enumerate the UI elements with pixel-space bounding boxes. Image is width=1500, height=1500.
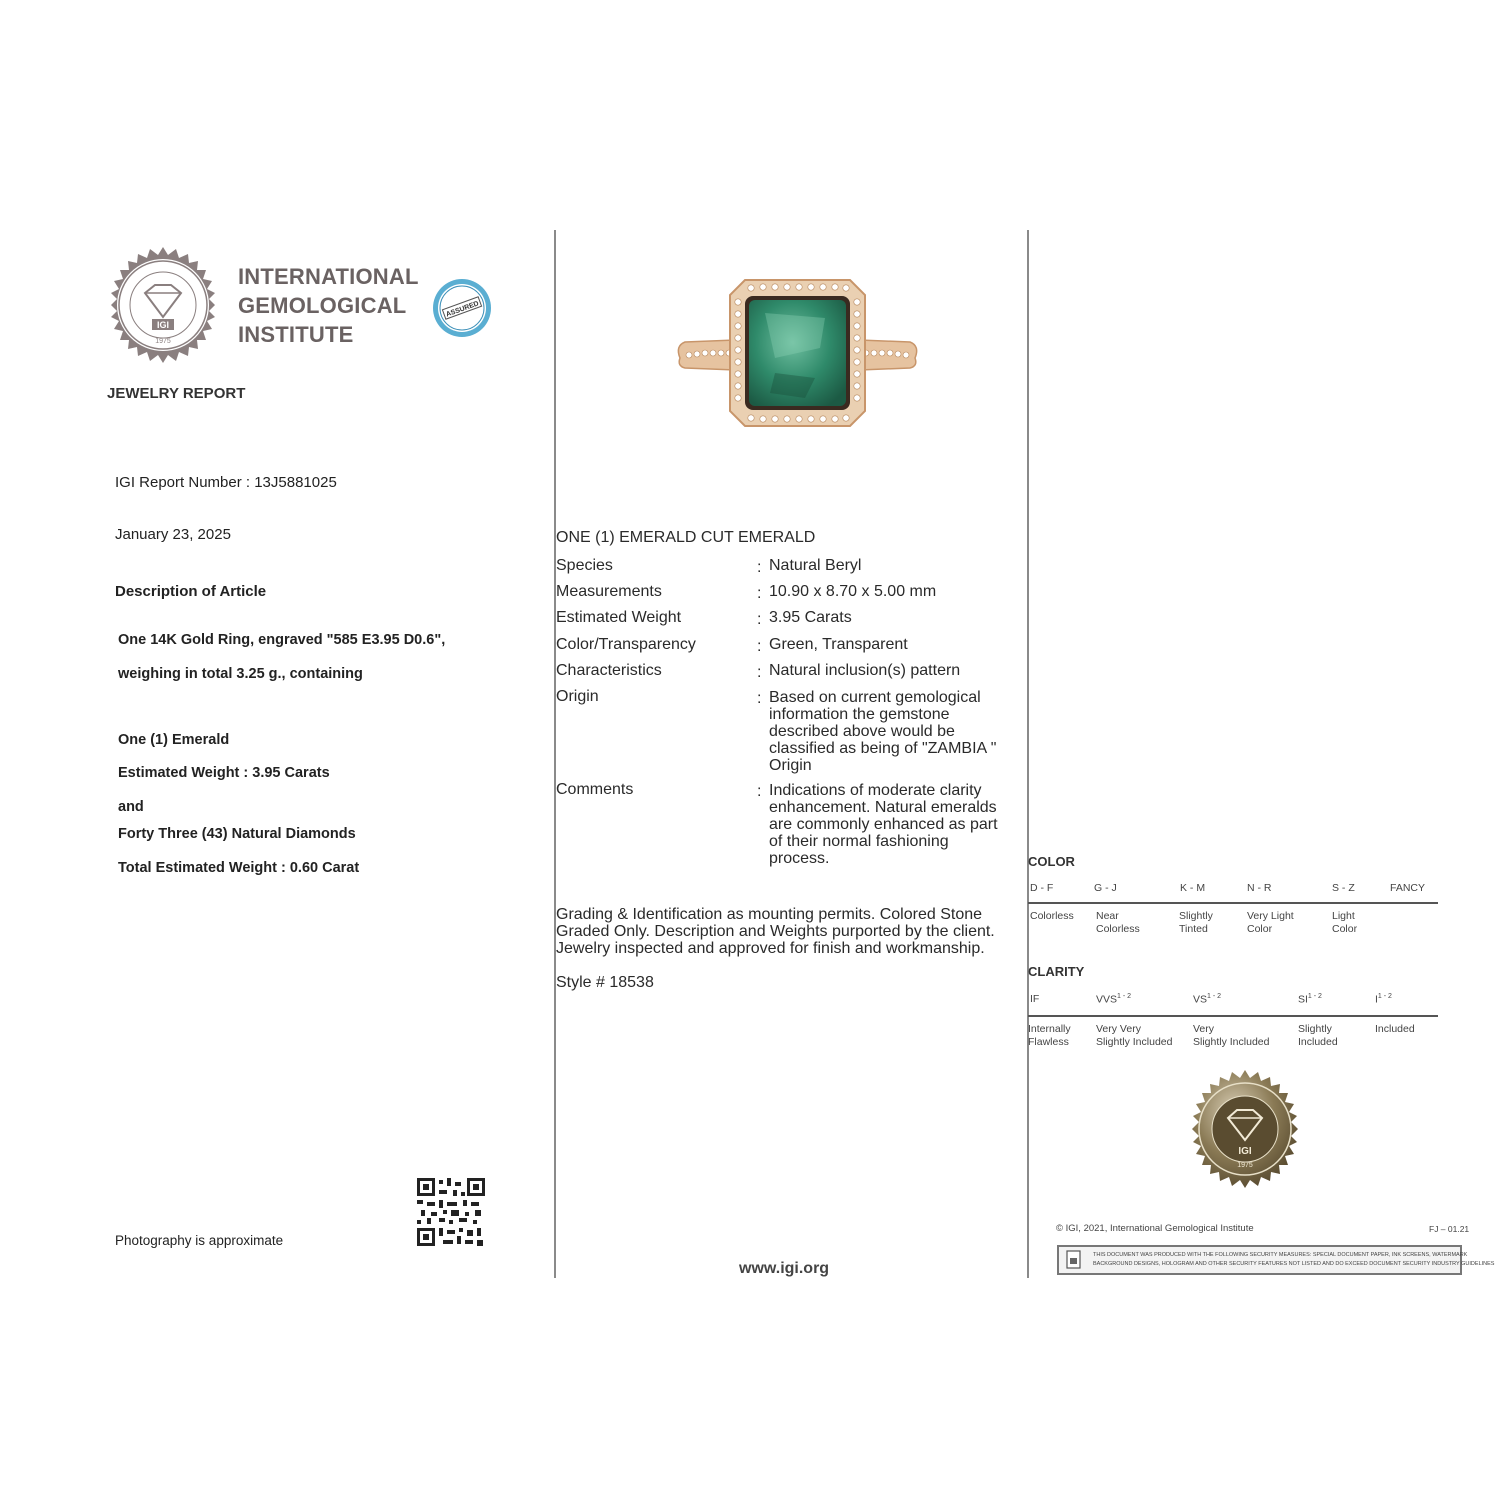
assured-quality-badge	[432, 278, 492, 338]
clarity-scale-title: CLARITY	[1028, 964, 1085, 979]
clarity-grade: VVS$^{1 - 2}$	[1096, 993, 1132, 1006]
grading-heading: ONE (1) EMERALD CUT EMERALD	[556, 529, 816, 546]
brand-line-2: GEMOLOGICAL	[238, 293, 407, 318]
grading-footnote: Grading & Identification as mounting permits. Colored Stone Graded Only. Description and Weights purported by the client. Jewelry inspected and approved for finish and workmanship.	[556, 906, 995, 957]
grading-value: Indications of moderate clarity enhancement. Natural emeralds are commonly enhanced as part of their normal fashioning process.	[769, 782, 998, 867]
grading-label: Measurements	[556, 583, 662, 600]
emerald-ring-photo	[675, 278, 920, 428]
svg-text:1975: 1975	[155, 338, 171, 345]
color-grade: G - J	[1094, 882, 1117, 894]
grading-value: 3.95 Carats	[769, 609, 852, 626]
grading-value: Green, Transparent	[769, 636, 908, 653]
stone-line: Total Estimated Weight : 0.60 Carat	[118, 860, 360, 876]
stone-line: and	[118, 799, 144, 815]
security-notice-box	[1057, 1245, 1495, 1275]
color-desc: Near Colorless	[1096, 910, 1140, 935]
website-link[interactable]: www.igi.org	[739, 1260, 830, 1277]
description-line: weighing in total 3.25 g., containing	[118, 666, 363, 682]
security-line: BACKGROUND DESIGNS, HOLOGRAM AND OTHER SECURITY FEATURES NOT LISTED AND DO EXCEED DOCUMENT SECURITY INDUSTRY GUIDELINES	[1093, 1261, 1495, 1267]
security-line: THIS DOCUMENT WAS PRODUCED WITH THE FOLLOWING SECURITY MEASURES: SPECIAL DOCUMENT PAPER, INK SCREENS, WATERMARK	[1093, 1252, 1468, 1258]
svg-text:ASSURED: ASSURED	[445, 300, 480, 319]
grading-label: Comments	[556, 781, 634, 798]
grading-colon: :	[757, 559, 762, 576]
stone-line: One (1) Emerald	[118, 732, 230, 748]
clarity-desc: Slightly Included	[1298, 1023, 1338, 1048]
grading-colon: :	[757, 611, 762, 628]
color-grade: FANCY	[1390, 882, 1426, 894]
qr-code[interactable]	[417, 1178, 485, 1246]
brand-line-1: INTERNATIONAL	[238, 264, 419, 289]
grading-label: Estimated Weight	[556, 609, 682, 626]
color-desc: Colorless	[1030, 910, 1074, 922]
grading-value: Natural Beryl	[769, 557, 862, 574]
color-grade: N - R	[1247, 882, 1272, 894]
hologram-seal	[1186, 1070, 1304, 1188]
grading-colon: :	[757, 638, 762, 655]
color-grade: S - Z	[1332, 882, 1355, 894]
stone-line: Estimated Weight : 3.95 Carats	[118, 765, 330, 781]
photo-note: Photography is approximate	[115, 1233, 284, 1248]
color-scale-title: COLOR	[1028, 854, 1075, 869]
stone-line: Forty Three (43) Natural Diamonds	[118, 826, 356, 842]
description-heading: Description of Article	[115, 583, 267, 600]
grading-value: Natural inclusion(s) pattern	[769, 662, 961, 679]
grading-label: Origin	[556, 688, 599, 705]
form-code: FJ – 01.21	[1429, 1224, 1470, 1234]
report-number: IGI Report Number : 13J5881025	[115, 474, 337, 491]
clarity-desc: Included	[1375, 1023, 1415, 1035]
clarity-desc: Very Slightly Included	[1193, 1023, 1270, 1048]
svg-text:IGI: IGI	[156, 320, 170, 330]
color-desc: Slightly Tinted	[1179, 910, 1213, 935]
grading-value: 10.90 x 8.70 x 5.00 mm	[769, 583, 937, 600]
panel-divider-right	[1027, 230, 1029, 1278]
svg-text:1975: 1975	[1237, 1162, 1253, 1169]
style-number: Style # 18538	[556, 974, 654, 991]
color-scale-rule	[1028, 902, 1438, 904]
color-desc: Very Light Color	[1247, 910, 1294, 935]
brand-line-3: INSTITUTE	[238, 322, 354, 347]
clarity-scale-rule	[1028, 1015, 1438, 1017]
grading-label: Species	[556, 557, 613, 574]
clarity-desc: Very Very Slightly Included	[1096, 1023, 1173, 1048]
grading-label: Color/Transparency	[556, 636, 696, 653]
svg-text:IGI: IGI	[1238, 1146, 1252, 1157]
grading-colon: :	[757, 783, 762, 800]
clarity-desc: Internally Flawless	[1028, 1023, 1071, 1048]
panel-divider-left	[554, 230, 556, 1278]
clarity-grade: IF	[1030, 993, 1040, 1005]
grading-colon: :	[757, 690, 762, 707]
report-date: January 23, 2025	[115, 526, 231, 543]
description-line: One 14K Gold Ring, engraved "585 E3.95 D0.6",	[118, 632, 446, 648]
clarity-grade: SI$^{1 - 2}$	[1298, 993, 1322, 1006]
grading-colon: :	[757, 664, 762, 681]
report-title: JEWELRY REPORT	[107, 385, 246, 402]
color-grade: K - M	[1180, 882, 1206, 894]
grading-label: Characteristics	[556, 662, 662, 679]
document-icon	[1063, 1250, 1085, 1270]
color-desc: Light Color	[1332, 910, 1358, 935]
copyright-text: © IGI, 2021, International Gemological Institute	[1056, 1223, 1254, 1234]
grading-value: Based on current gemological information the gemstone described above would be classified as being of "ZAMBIA " Origin	[769, 689, 997, 774]
clarity-grade: VS$^{1 - 2}$	[1193, 993, 1222, 1006]
clarity-grade: $I^{1 - 2}$	[1375, 993, 1392, 1006]
igi-seal-logo	[105, 247, 221, 363]
grading-colon: :	[757, 585, 762, 602]
color-grade: D - F	[1030, 882, 1054, 894]
